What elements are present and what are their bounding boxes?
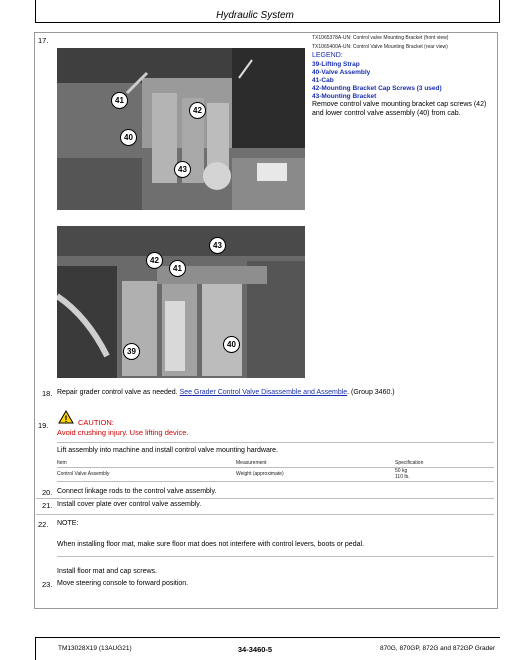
- header-rule: [35, 22, 500, 23]
- callout-39: 39: [123, 343, 140, 360]
- legend-item: 43-Mounting Bracket: [312, 93, 377, 100]
- photo-rear-view-image: [57, 226, 305, 378]
- step-17-number: 17.: [38, 36, 49, 45]
- divider: [36, 514, 494, 515]
- callout-43: 43: [174, 161, 191, 178]
- divider: [57, 556, 494, 557]
- step-22-number: 22.: [38, 520, 49, 529]
- spec-table-item: Control Valve Assembly: [57, 471, 110, 477]
- footer-page-number: 34-3460-5: [237, 645, 273, 654]
- step-23-number: 23.: [42, 580, 53, 589]
- step-20-text: Connect linkage rods to the control valve assembly.: [57, 488, 217, 495]
- footer-rule: [35, 637, 500, 638]
- figure-id-front: TX1065378A-UN: Control valve Mounting Bracket (front view): [312, 35, 449, 41]
- step-18-suffix: . (Group 3460.): [347, 389, 395, 396]
- footer-models: 870G, 870GP, 872G and 872GP Grader: [379, 645, 495, 652]
- callout-41: 41: [169, 260, 186, 277]
- step-19-number: 19.: [38, 421, 49, 430]
- page-title: Hydraulic System: [216, 10, 294, 21]
- spec-table-value-lb: 110 lb.: [395, 474, 410, 480]
- callout-42: 42: [189, 102, 206, 119]
- step-21-text: Install cover plate over control valve assembly.: [57, 501, 202, 508]
- step-22-instruction: Install floor mat and cap screws.: [57, 568, 157, 575]
- step-20-number: 20.: [42, 488, 53, 497]
- photo-rear-view: [57, 226, 305, 378]
- spec-table-rule: [57, 467, 494, 468]
- spec-table-measurement: Weight (approximate): [236, 471, 284, 477]
- step-18-text: [57, 389, 395, 396]
- callout-40: 40: [120, 129, 137, 146]
- footer-doc-id: TM13028X19 (13AUG21): [58, 645, 132, 652]
- legend-title: LEGEND:: [312, 52, 343, 59]
- spec-table-header-measurement: Measurement: [236, 460, 267, 466]
- divider: [36, 498, 494, 499]
- callout-40: 40: [223, 336, 240, 353]
- callout-42: 42: [146, 252, 163, 269]
- step-23-text: Move steering console to forward position.: [57, 580, 189, 587]
- note-label: NOTE:: [57, 520, 79, 527]
- caution-text: Avoid crushing injury. Use lifting device.: [57, 428, 189, 437]
- step-17-instruction: Remove control valve mounting bracket cap screws (42) and lower control valve assembly (40) from cab.: [312, 101, 487, 117]
- figure-id-rear: TX1065400A-UN: Control Valve Mounting Bracket (rear view): [312, 44, 448, 50]
- legend-item: 42-Mounting Bracket Cap Screws (3 used): [312, 85, 442, 92]
- svg-text:!: !: [64, 414, 68, 424]
- note-text: When installing floor mat, make sure floor mat does not interfere with control levers, boots or pedal.: [57, 541, 364, 548]
- spec-table-value-kg: 50 kg: [395, 468, 408, 474]
- photo-front-view-image: [57, 48, 305, 210]
- spec-table-header-specification: Specification: [395, 460, 424, 466]
- callout-41: 41: [111, 92, 128, 109]
- step-18-number: 18.: [42, 389, 53, 398]
- legend-item: 39-Lifting Strap: [312, 61, 360, 68]
- caution-label: CAUTION:: [78, 418, 114, 427]
- photo-front-view: [57, 48, 305, 210]
- divider: [57, 442, 494, 443]
- callout-43: 43: [209, 237, 226, 254]
- spec-table-rule-bottom: [57, 481, 494, 482]
- disassemble-assemble-link[interactable]: See Grader Control Valve Disassemble and Assemble: [179, 389, 348, 396]
- caution-triangle-icon: [58, 410, 74, 424]
- legend-item: 40-Valve Assembly: [312, 69, 371, 76]
- spec-table-header-item: Item: [57, 460, 67, 466]
- step-18-label: Repair grader control valve as needed.: [57, 389, 178, 396]
- legend-item: 41-Cab: [312, 77, 334, 84]
- step-21-number: 21.: [42, 501, 53, 510]
- step-19-instruction: Lift assembly into machine and install control valve mounting hardware.: [57, 447, 279, 454]
